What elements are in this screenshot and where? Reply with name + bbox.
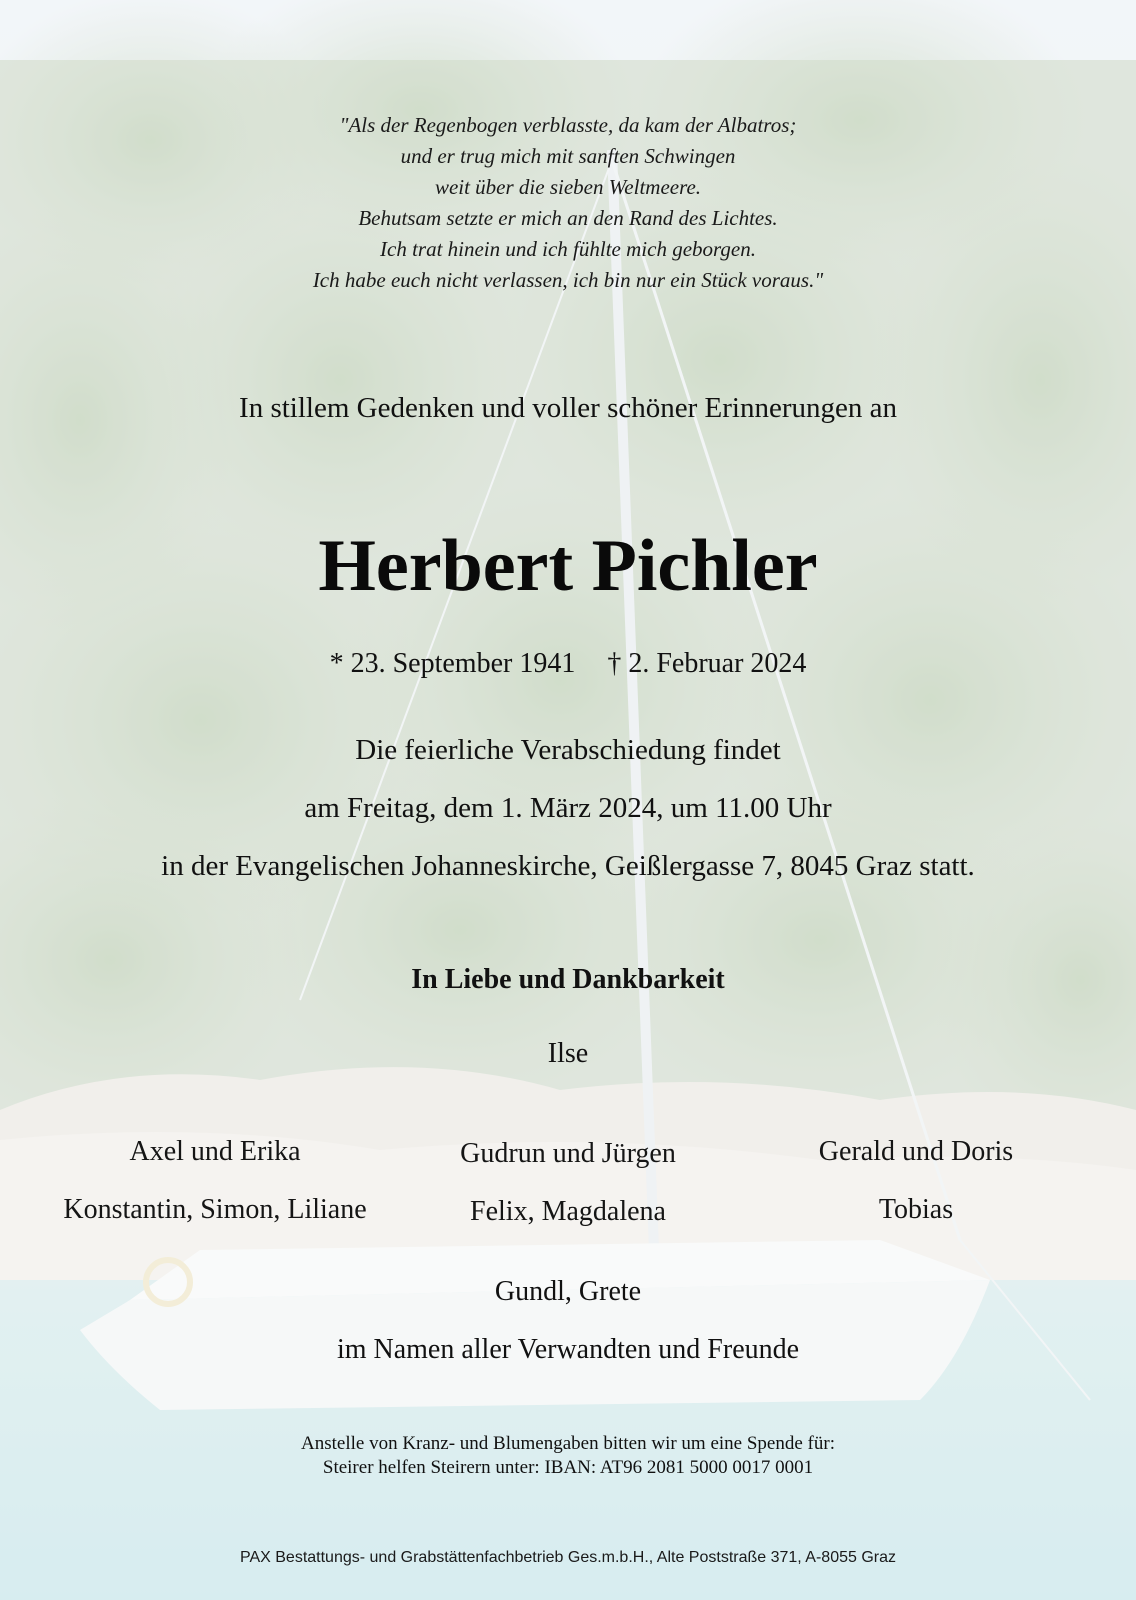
family-parents: Gudrun und Jürgen	[460, 1138, 676, 1169]
family-children: Konstantin, Simon, Liliane	[63, 1194, 367, 1225]
spouse-name: Ilse	[547, 1038, 589, 1069]
family-children: Tobias	[878, 1194, 954, 1225]
poem-line: Ich habe euch nicht verlassen, ich bin nur ein Stück voraus."	[312, 268, 824, 292]
family-parents: Gerald und Doris	[818, 1136, 1014, 1167]
mourners-closing: im Namen aller Verwandten und Freunde	[336, 1334, 800, 1365]
mourners-heading: In Liebe und Dankbarkeit	[411, 964, 725, 995]
family-parents: Axel und Erika	[129, 1136, 301, 1167]
donation-line: Anstelle von Kranz- und Blumengaben bitten wir um eine Spende für:	[301, 1433, 835, 1454]
poem-line: Ich trat hinein und ich fühlte mich geborgen.	[380, 237, 756, 261]
life-dates	[0, 646, 1136, 682]
family-column	[736, 1134, 1096, 1228]
donation-request	[0, 1432, 1136, 1480]
poem-line: Behutsam setzte er mich an den Rand des Lichtes.	[358, 206, 778, 230]
ceremony-line: Die feierliche Verabschiedung findet	[355, 734, 781, 766]
other-mourners: Gundl, Grete	[494, 1276, 642, 1307]
deceased-name: Herbert Pichler	[318, 525, 818, 607]
memorial-intro: In stillem Gedenken und voller schöner Erinnerungen an	[239, 392, 897, 424]
donation-line: Steirer helfen Steirern unter: IBAN: AT96 2081 5000 0017 0001	[322, 1457, 814, 1478]
funeral-home-footer: PAX Bestattungs- und Grabstättenfachbetrieb Ges.m.b.H., Alte Poststraße 371, A-8055 Graz	[239, 1549, 897, 1566]
ceremony-line: am Freitag, dem 1. März 2024, um 11.00 Uhr	[304, 792, 832, 824]
family-children: Felix, Magdalena	[470, 1196, 666, 1227]
poem-line: "Als der Regenbogen verblasste, da kam der Albatros;	[339, 113, 797, 137]
birth-date: * 23. September 1941	[329, 648, 576, 679]
poem	[0, 110, 1136, 296]
poem-line: weit über die sieben Weltmeere.	[434, 175, 702, 199]
ceremony-line: in der Evangelischen Johanneskirche, Geißlergasse 7, 8045 Graz statt.	[161, 850, 975, 882]
family-column	[35, 1134, 395, 1228]
family-column	[388, 1136, 748, 1230]
poem-line: und er trug mich mit sanften Schwingen	[400, 144, 736, 168]
death-date: † 2. Februar 2024	[607, 648, 807, 679]
